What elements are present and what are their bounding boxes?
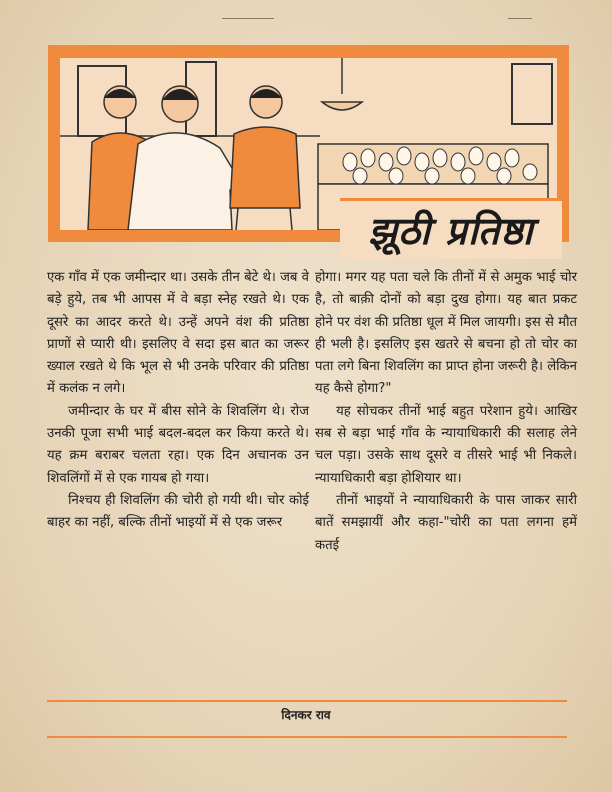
footer-rule-bottom [47,736,567,738]
paragraph: यह सोचकर तीनों भाई बहुत परेशान हुये। आखिर सब से बड़ा भाई गाँव के न्यायाधिकारी की सलाह लेने चल पड़ा। उसके साथ दूसरे व तीसरे भाई भी निकले। न्यायाधिकारी बड़ा होशियार था। [315,403,577,486]
top-rule-right [508,18,532,19]
paragraph: निश्चय ही शिवलिंग की चोरी हो गयी थी। चोर कोई बाहर का नहीं, बल्कि तीनों भाइयों में से एक जरूर [47,492,309,531]
footer-rule-top [47,700,567,702]
paragraph: तीनों भाइयों ने न्यायाधिकारी के पास जाकर सारी बातें समझायीं और कहा-"चोरी का पता लगना हमें कतई [315,492,577,553]
author-name: दिनकर राव [281,708,331,722]
right-column [315,267,577,557]
top-rule-left [222,18,274,19]
paragraph: एक गाँव में एक जमीन्दार था। उसके तीन बेटे थे। जब वे बड़े हुये, तब भी आपस में वे बड़ा स्नेह रखते थे। एक दूसरे का आदर करते थे। उन्हें अपने वंश की प्रतिष्ठा प्राणों से प्यारी थी। इसलिए वे सदा इस बात का जरूर ख्याल रखते थे कि भूल से भी उनके परिवार की प्रतिष्ठा में कलंक न लगे। [47,270,309,397]
story-title [340,198,562,259]
left-column [47,267,309,535]
paragraph: होगा। मगर यह पता चले कि तीनों में से अमुक भाई चोर है, तो बाक़ी दोनों को बड़ा दुख होगा। यह बात प्रकट होने पर वंश की प्रतिष्ठा धूल में मिल जायगी। इस से मौत ही भली है। इसलिए इस खतरे से बचना हो तो चोर का पता लगे बिना शिवलिंग का प्राप्त होना जरूरी है। लेकिन यह कैसे होगा?" [315,270,577,397]
story-title-text: झूठी प्रतिष्ठा [368,208,534,253]
paragraph: जमीन्दार के घर में बीस सोने के शिवलिंग थे। रोज उनकी पूजा सभी भाई बदल-बदल कर किया करते थे। यह क्रम बराबर चलता रहा। एक दिन अचानक उन शिवलिंगों में से एक गायब हो गया। [47,403,309,486]
